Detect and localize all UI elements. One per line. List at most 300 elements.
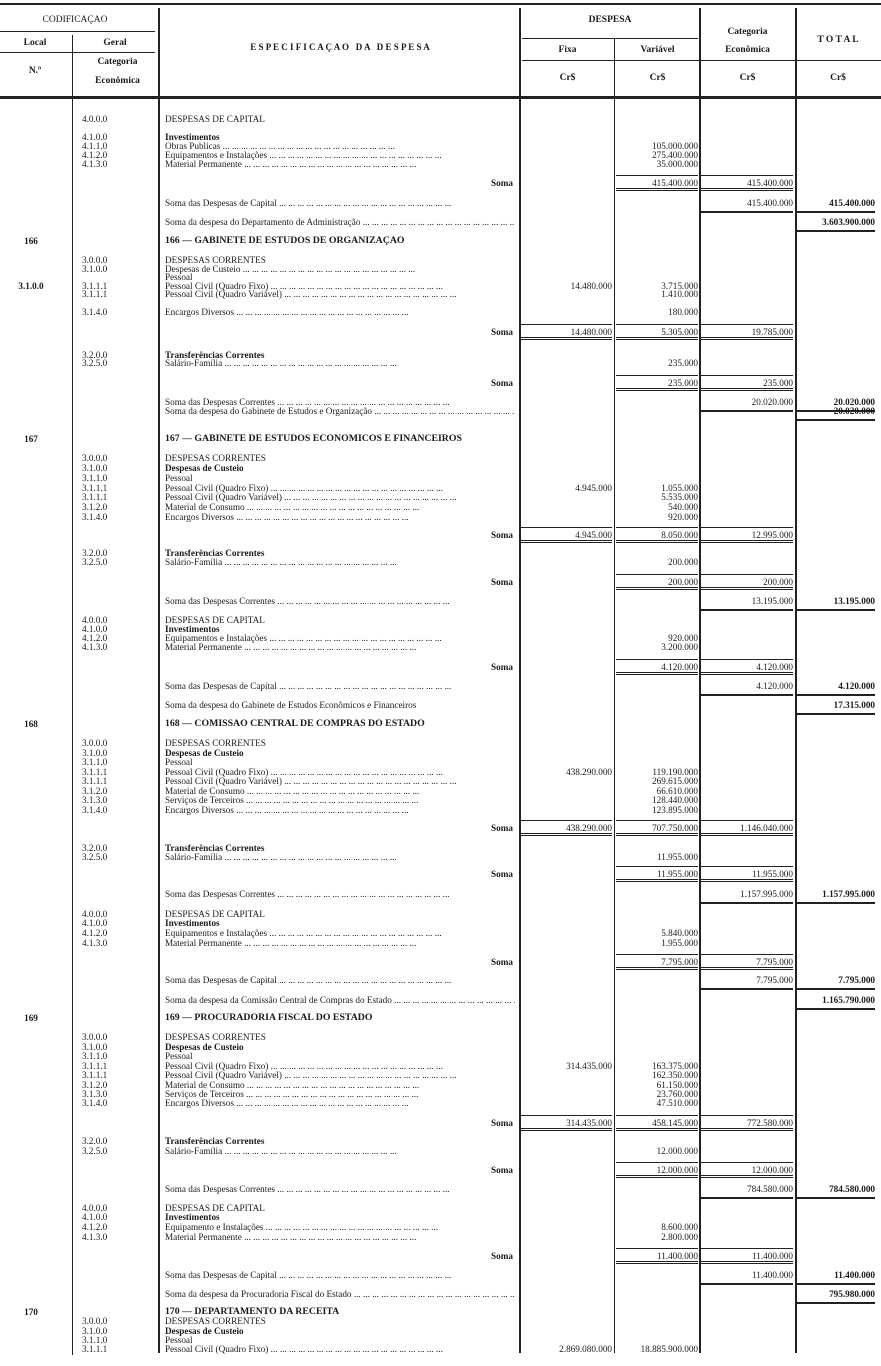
specification: Soma — [491, 869, 513, 879]
table-row — [0, 1222, 881, 1232]
value-fixa: 2.869.080.000 — [559, 1344, 612, 1354]
specification: Despesas de Custeio — [165, 1326, 244, 1336]
column-divider — [72, 35, 73, 1355]
value-fixa: 314.435.000 — [566, 1061, 612, 1071]
specification: Pessoal Civil (Quadro Variável) ... . — [165, 492, 515, 502]
local-code: 166 — [24, 236, 38, 246]
category-code: 3.2.5.0 — [82, 557, 108, 567]
subtotal-row — [0, 1118, 881, 1128]
header-rule — [0, 52, 155, 53]
table-row — [0, 114, 881, 124]
table-row — [0, 406, 881, 416]
currency-fixa: Cr$ — [559, 73, 576, 83]
value-variavel: 5.305.000 — [616, 324, 698, 340]
value-variavel: 920.000 — [668, 512, 698, 522]
table-row — [0, 473, 881, 483]
category-code: 3.2.5.0 — [82, 852, 108, 862]
top-rule — [0, 3, 881, 5]
value-variavel: 11.955.000 — [656, 852, 698, 862]
value-total: 7.795.000 — [797, 975, 875, 990]
category-code: 3.0.0.0 — [82, 453, 108, 463]
value-categoria: 11.400.000 — [701, 1270, 793, 1285]
category-code: 3.1.2.0 — [82, 1080, 108, 1090]
value-total: 20.020.000 — [797, 406, 875, 421]
table-row — [0, 1212, 881, 1222]
category-code: 4.1.2.0 — [82, 1222, 108, 1232]
value-variavel: 415.400.000 — [616, 175, 698, 191]
value-categoria: 11.400.000 — [701, 1248, 793, 1264]
category-code: 3.1.0.0 — [82, 1326, 108, 1336]
specification: Soma da despesa da Comissão Central de Compras do Estado ... . — [165, 995, 515, 1005]
specification: Transferências Correntes — [165, 1136, 265, 1146]
specification: 166 — GABINETE DE ESTUDOS DE ORGANIZAÇAO — [165, 236, 405, 246]
table-row — [0, 918, 881, 928]
subtotal-row — [0, 823, 881, 833]
value-variavel: 3.715.000 — [661, 281, 698, 291]
category-code: 3.1.1.0 — [82, 1051, 108, 1061]
subtotal-row — [0, 869, 881, 879]
category-code: 4.1.0.0 — [82, 624, 108, 634]
subtotal-row — [0, 1251, 881, 1261]
category-code: 3.1.3.0 — [82, 1089, 108, 1099]
specification: Pessoal — [165, 272, 193, 282]
value-variavel: 1.055.000 — [661, 483, 698, 493]
specification: 169 — PROCURADORIA FISCAL DO ESTADO — [165, 1013, 373, 1023]
value-variavel: 5.840.000 — [661, 928, 698, 938]
value-variavel: 180.000 — [668, 307, 698, 317]
specification: Soma das Despesas de Capital ... . — [165, 1270, 515, 1280]
specification: Soma — [491, 662, 513, 672]
specification: Soma — [491, 378, 513, 388]
subtotal-row — [0, 577, 881, 587]
category-code: 3.0.0.0 — [82, 255, 108, 265]
unit-heading-row — [0, 1013, 881, 1023]
specification: DESPESAS CORRENTES — [165, 1316, 266, 1326]
category-code: 3.1.1.0 — [82, 1335, 108, 1345]
table-row — [0, 889, 881, 899]
table-row — [0, 757, 881, 767]
value-categoria: 7.795.000 — [701, 954, 793, 970]
specification: Soma da despesa da Procuradoria Fiscal do Estado ... . — [165, 1289, 515, 1299]
specification: Equipamento e Instalações ... . — [165, 1222, 515, 1232]
value-categoria: 19.785.000 — [701, 324, 793, 340]
header-despesa: DESPESA — [588, 15, 632, 25]
specification: Equipamentos e Instalações ... . — [165, 150, 515, 160]
value-total: 11.400.000 — [797, 1270, 875, 1285]
specification: Serviços de Terceiros ... . — [165, 1089, 515, 1099]
specification: DESPESAS DE CAPITAL — [165, 909, 265, 919]
value-total: 3.603.900.000 — [797, 217, 875, 232]
specification: Equipamentos e Instalações ... . — [165, 633, 515, 643]
specification: DESPESAS DE CAPITAL — [165, 615, 265, 625]
currency-total: Cr$ — [830, 73, 846, 83]
table-row — [0, 159, 881, 169]
specification: Material Permanente ... . — [165, 1232, 515, 1242]
table-row — [0, 463, 881, 473]
category-code: 3.1.1.1 — [82, 1061, 108, 1071]
table-row — [0, 453, 881, 463]
value-categoria: 1.146.040.000 — [701, 820, 793, 836]
specification: Soma — [491, 1118, 513, 1128]
subtotal-row — [0, 378, 881, 388]
value-variavel: 2.800.000 — [661, 1232, 698, 1242]
specification: Material de Consumo ... . — [165, 786, 515, 796]
category-code: 3.1.4.0 — [82, 512, 108, 522]
local-code: 170 — [24, 1307, 38, 1317]
table-row — [0, 1070, 881, 1080]
value-categoria: 11.955.000 — [701, 866, 793, 882]
header-economica: Econômica — [95, 76, 140, 86]
specification: Pessoal — [165, 1335, 193, 1345]
table-row — [0, 1316, 881, 1326]
value-categoria: 784.580.000 — [701, 1184, 793, 1199]
value-categoria: 12.995.000 — [701, 527, 793, 543]
specification: 168 — COMISSAO CENTRAL DE COMPRAS DO ESTADO — [165, 719, 425, 729]
value-fixa: 314.435.000 — [520, 1115, 612, 1131]
category-code: 3.2.5.0 — [82, 1146, 108, 1156]
specification: Pessoal Civil (Quadro Variável) ... . — [165, 289, 515, 299]
specification: 167 — GABINETE DE ESTUDOS ECONÔMICOS E FINANCEIROS — [165, 434, 462, 444]
specification: Material de Consumo ... . — [165, 1080, 515, 1090]
category-code: 3.1.4.0 — [82, 1098, 108, 1108]
subtotal-row — [0, 530, 881, 540]
value-variavel: 11.400.000 — [616, 1248, 698, 1264]
header-local: Local — [23, 38, 47, 48]
specification: DESPESAS CORRENTES — [165, 738, 266, 748]
unit-heading-row — [0, 236, 881, 246]
specification: Equipamentos e Instalações ... . — [165, 928, 515, 938]
specification: Soma — [491, 327, 513, 337]
specification: Obras Publicas ... . — [165, 141, 515, 151]
category-code: 3.1.0.0 — [82, 264, 108, 274]
local-code: 168 — [24, 719, 38, 729]
value-variavel: 47.510.000 — [656, 1098, 698, 1108]
value-variavel: 540.000 — [668, 502, 698, 512]
specification: Pessoal — [165, 473, 193, 483]
category-code: 4.1.3.0 — [82, 1232, 108, 1242]
specification: Despesas de Custeio — [165, 1042, 244, 1052]
specification: Encargos Diversos ... . — [165, 1098, 515, 1108]
value-variavel: 235.000 — [668, 358, 698, 368]
currency-variavel: Cr$ — [649, 73, 666, 83]
value-variavel: 1.955.000 — [661, 938, 698, 948]
value-total: 20.020.000 — [797, 397, 875, 412]
category-code: 3.1.2.0 — [82, 502, 108, 512]
local-code: 167 — [24, 434, 38, 444]
specification: Material Permanente ... . — [165, 938, 515, 948]
header-variavel: Variável — [640, 45, 675, 55]
category-code: 3.1.1.1 — [82, 776, 108, 786]
value-categoria: 13.195.000 — [701, 596, 793, 611]
value-variavel: 11.955.000 — [616, 866, 698, 882]
value-variavel: 105.000.000 — [652, 141, 698, 151]
specification: Soma — [491, 823, 513, 833]
specification: Soma das Despesas Correntes ... . — [165, 596, 515, 606]
subtotal-row — [0, 178, 881, 188]
category-code: 4.1.0.0 — [82, 918, 108, 928]
category-code: 4.0.0.0 — [82, 114, 108, 124]
value-fixa: 438.290.000 — [520, 820, 612, 836]
value-total: 1.157.995.000 — [797, 889, 875, 904]
header-no: N.º — [28, 66, 42, 76]
specification: Transferências Correntes — [165, 548, 265, 558]
value-variavel: 12.000.000 — [656, 1146, 698, 1156]
specification: Pessoal Civil (Quadro Fixo) ... . — [165, 281, 515, 291]
category-code: 3.1.0.0 — [82, 748, 108, 758]
value-total: 17.315.000 — [797, 700, 875, 715]
value-fixa: 14.480.000 — [520, 324, 612, 340]
category-code: 3.0.0.0 — [82, 1316, 108, 1326]
specification: Material Permanente ... . — [165, 642, 515, 652]
local-code: 169 — [24, 1013, 38, 1023]
subtotal-row — [0, 1165, 881, 1175]
currency-categoria: Cr$ — [739, 73, 756, 83]
header-codificacao: CODIFICAÇAO — [42, 15, 108, 25]
table-row — [0, 307, 881, 317]
table-row — [0, 700, 881, 710]
specification: Encargos Diversos ... . — [165, 307, 515, 317]
value-variavel: 3.200.000 — [661, 642, 698, 652]
specification: Investimentos — [165, 132, 220, 142]
category-code: 3.2.0.0 — [82, 548, 108, 558]
category-code: 3.1.1.1 — [82, 492, 108, 502]
table-row — [0, 1184, 881, 1194]
specification: Pessoal Civil (Quadro Fixo) ... . — [165, 767, 515, 777]
category-code: 4.1.2.0 — [82, 928, 108, 938]
specification: Salário-Família ... . — [165, 358, 515, 368]
category-code: 3.0.0.0 — [82, 738, 108, 748]
table-row — [0, 289, 881, 299]
category-code: 3.2.0.0 — [82, 1136, 108, 1146]
category-code: 3.1.1.0 — [82, 473, 108, 483]
category-code: 4.1.3.0 — [82, 642, 108, 652]
category-code: 4.1.1.0 — [82, 141, 108, 151]
table-row — [0, 1146, 881, 1156]
value-variavel: 920.000 — [668, 633, 698, 643]
value-variavel: 18.885.900.000 — [640, 1344, 698, 1354]
category-code: 4.0.0.0 — [82, 909, 108, 919]
value-categoria: 4.120.000 — [701, 681, 793, 696]
value-categoria: 7.795.000 — [701, 975, 793, 990]
specification: Soma — [491, 530, 513, 540]
category-code: 4.1.2.0 — [82, 633, 108, 643]
table-row — [0, 358, 881, 368]
category-code: 3.0.0.0 — [82, 1032, 108, 1042]
specification: Transferências Correntes — [165, 350, 265, 360]
header-rule — [0, 31, 155, 32]
specification: Soma da despesa do Gabinete de Estudos e Organização ... . — [165, 406, 515, 416]
table-row — [0, 502, 881, 512]
specification: Soma da despesa do Gabinete de Estudos Econômicos e Financeiros — [165, 700, 417, 710]
specification: Soma — [491, 1251, 513, 1261]
specification: DESPESAS CORRENTES — [165, 453, 266, 463]
value-total: 13.195.000 — [797, 596, 875, 611]
table-row — [0, 217, 881, 227]
specification: Soma — [491, 957, 513, 967]
specification: Soma das Despesas de Capital ... . — [165, 681, 515, 691]
category-code: 3.2.0.0 — [82, 843, 108, 853]
value-total: 1.165.790.000 — [797, 995, 875, 1010]
value-variavel: 235.000 — [616, 375, 698, 391]
specification: Despesas de Custeio — [165, 748, 244, 758]
table-row — [0, 492, 881, 502]
specification: Serviços de Terceiros ... . — [165, 795, 515, 805]
category-code: 3.1.4.0 — [82, 307, 108, 317]
value-categoria: 4.120.000 — [701, 659, 793, 675]
table-row — [0, 1051, 881, 1061]
specification: Pessoal Civil (Quadro Fixo) ... . — [165, 1061, 515, 1071]
category-code: 3.2.0.0 — [82, 350, 108, 360]
value-variavel: 4.120.000 — [616, 659, 698, 675]
specification: Material Permanente ... . — [165, 159, 515, 169]
table-row — [0, 852, 881, 862]
value-variavel: 200.000 — [668, 557, 698, 567]
category-code: 4.0.0.0 — [82, 615, 108, 625]
category-code: 3.1.1.1 — [82, 281, 108, 291]
category-code: 3.1.4.0 — [82, 805, 108, 815]
unit-heading-row — [0, 719, 881, 729]
specification: Soma das Despesas de Capital ... . — [165, 975, 515, 985]
unit-heading-row — [0, 434, 881, 444]
category-code: 4.1.2.0 — [82, 150, 108, 160]
value-fixa: 438.290.000 — [566, 767, 612, 777]
category-code: 3.1.1.1 — [82, 1344, 108, 1354]
value-categoria: 1.157.995.000 — [701, 889, 793, 904]
specification: DESPESAS CORRENTES — [165, 255, 266, 265]
value-variavel: 23.760.000 — [656, 1089, 698, 1099]
table-row — [0, 557, 881, 567]
header-rule — [522, 60, 881, 61]
category-code: 3.1.1.0 — [82, 757, 108, 767]
specification: DESPESAS CORRENTES — [165, 1032, 266, 1042]
local-code: 3.1.0.0 — [18, 281, 44, 291]
value-categoria: 200.000 — [701, 574, 793, 590]
table-row — [0, 1270, 881, 1280]
category-code: 3.1.0.0 — [82, 1042, 108, 1052]
specification: Soma da despesa do Departamento de Administração ... . — [165, 217, 515, 227]
value-variavel: 1.410.000 — [661, 289, 698, 299]
table-row — [0, 1136, 881, 1146]
category-code: 3.1.1.1 — [82, 483, 108, 493]
subtotal-row — [0, 327, 881, 337]
value-variavel: 200.000 — [616, 574, 698, 590]
table-row — [0, 596, 881, 606]
value-categoria: 235.000 — [701, 375, 793, 391]
category-code: 3.1.3.0 — [82, 795, 108, 805]
table-row — [0, 995, 881, 1005]
specification: Pessoal Civil (Quadro Fixo) ... . — [165, 483, 515, 493]
category-code: 4.1.0.0 — [82, 1212, 108, 1222]
header-geral: Geral — [103, 38, 127, 48]
table-row — [0, 1232, 881, 1242]
value-variavel: 12.000.000 — [616, 1162, 698, 1178]
value-total: 4.120.000 — [797, 681, 875, 696]
category-code: 4.0.0.0 — [82, 1203, 108, 1213]
specification: Soma das Despesas de Capital ... . — [165, 198, 515, 208]
value-variavel: 119.190.000 — [652, 767, 698, 777]
category-code: 4.1.3.0 — [82, 159, 108, 169]
category-code: 3.1.0.0 — [82, 463, 108, 473]
table-row — [0, 1098, 881, 1108]
value-categoria: 415.400.000 — [701, 198, 793, 213]
value-variavel: 8.600.000 — [661, 1222, 698, 1232]
specification: Investimentos — [165, 918, 220, 928]
value-variavel: 707.750.000 — [616, 820, 698, 836]
specification: Salário-Família ... . — [165, 1146, 515, 1156]
specification: Material de Consumo ... . — [165, 502, 515, 512]
table-row — [0, 198, 881, 208]
specification: Soma — [491, 178, 513, 188]
value-variavel: 5.535.000 — [661, 492, 698, 502]
specification: Despesas de Custeio — [165, 463, 244, 473]
value-variavel: 128.440.000 — [652, 795, 698, 805]
value-fixa: 14.480.000 — [570, 281, 612, 291]
specification: Pessoal Civil (Quadro Fixo) ... . — [165, 1344, 515, 1354]
table-row — [0, 928, 881, 938]
table-row — [0, 1289, 881, 1299]
value-categoria: 20.020.000 — [701, 397, 793, 412]
header-categoria-economica-2: Econômica — [725, 45, 770, 55]
header-categoria: Categoria — [97, 57, 138, 67]
table-row — [0, 776, 881, 786]
specification: Despesas de Custeio ... . — [165, 264, 515, 274]
specification: Soma — [491, 577, 513, 587]
value-variavel: 7.795.000 — [616, 954, 698, 970]
value-variavel: 61.150.000 — [656, 1080, 698, 1090]
category-code: 3.2.5.0 — [82, 358, 108, 368]
specification: Soma das Despesas Correntes ... . — [165, 1184, 515, 1194]
value-total: 784.580.000 — [797, 1184, 875, 1199]
value-fixa: 4.945.000 — [520, 527, 612, 543]
specification: Encargos Diversos ... . — [165, 512, 515, 522]
subtotal-row — [0, 957, 881, 967]
table-row — [0, 512, 881, 522]
subtotal-row — [0, 662, 881, 672]
value-variavel: 35.000.000 — [656, 159, 698, 169]
value-variavel: 269.615.000 — [652, 776, 698, 786]
header-fixa: Fixa — [558, 45, 577, 55]
table-row — [0, 642, 881, 652]
header-categoria-economica-1: Categoria — [727, 27, 768, 37]
value-categoria: 772.580.000 — [701, 1115, 793, 1131]
header-total: T O T A L — [817, 35, 859, 45]
value-categoria: 12.000.000 — [701, 1162, 793, 1178]
value-variavel: 162.350.000 — [652, 1070, 698, 1080]
value-variavel: 163.375.000 — [652, 1061, 698, 1071]
category-code: 3.1.1.1 — [82, 289, 108, 299]
category-code: 3.1.2.0 — [82, 786, 108, 796]
specification: DESPESAS DE CAPITAL — [165, 1203, 265, 1213]
category-code: 4.1.3.0 — [82, 938, 108, 948]
table-row — [0, 975, 881, 985]
specification: Investimentos — [165, 624, 220, 634]
specification: Soma das Despesas Correntes ... . — [165, 889, 515, 899]
category-code: 3.1.1.1 — [82, 767, 108, 777]
specification: Investimentos — [165, 1212, 220, 1222]
value-variavel: 123.895.000 — [652, 805, 698, 815]
table-row — [0, 795, 881, 805]
value-fixa: 4.945.000 — [575, 483, 612, 493]
table-row — [0, 805, 881, 815]
specification: Pessoal — [165, 1051, 193, 1061]
specification: Pessoal Civil (Quadro Variável) ... . — [165, 1070, 515, 1080]
table-row — [0, 738, 881, 748]
value-variavel: 458.145.000 — [616, 1115, 698, 1131]
specification: Salário-Família ... . — [165, 557, 515, 567]
specification: 170 — DEPARTAMENTO DA RECEITA — [165, 1307, 340, 1317]
value-categoria: 415.400.000 — [701, 175, 793, 191]
specification: Salário-Família ... . — [165, 852, 515, 862]
